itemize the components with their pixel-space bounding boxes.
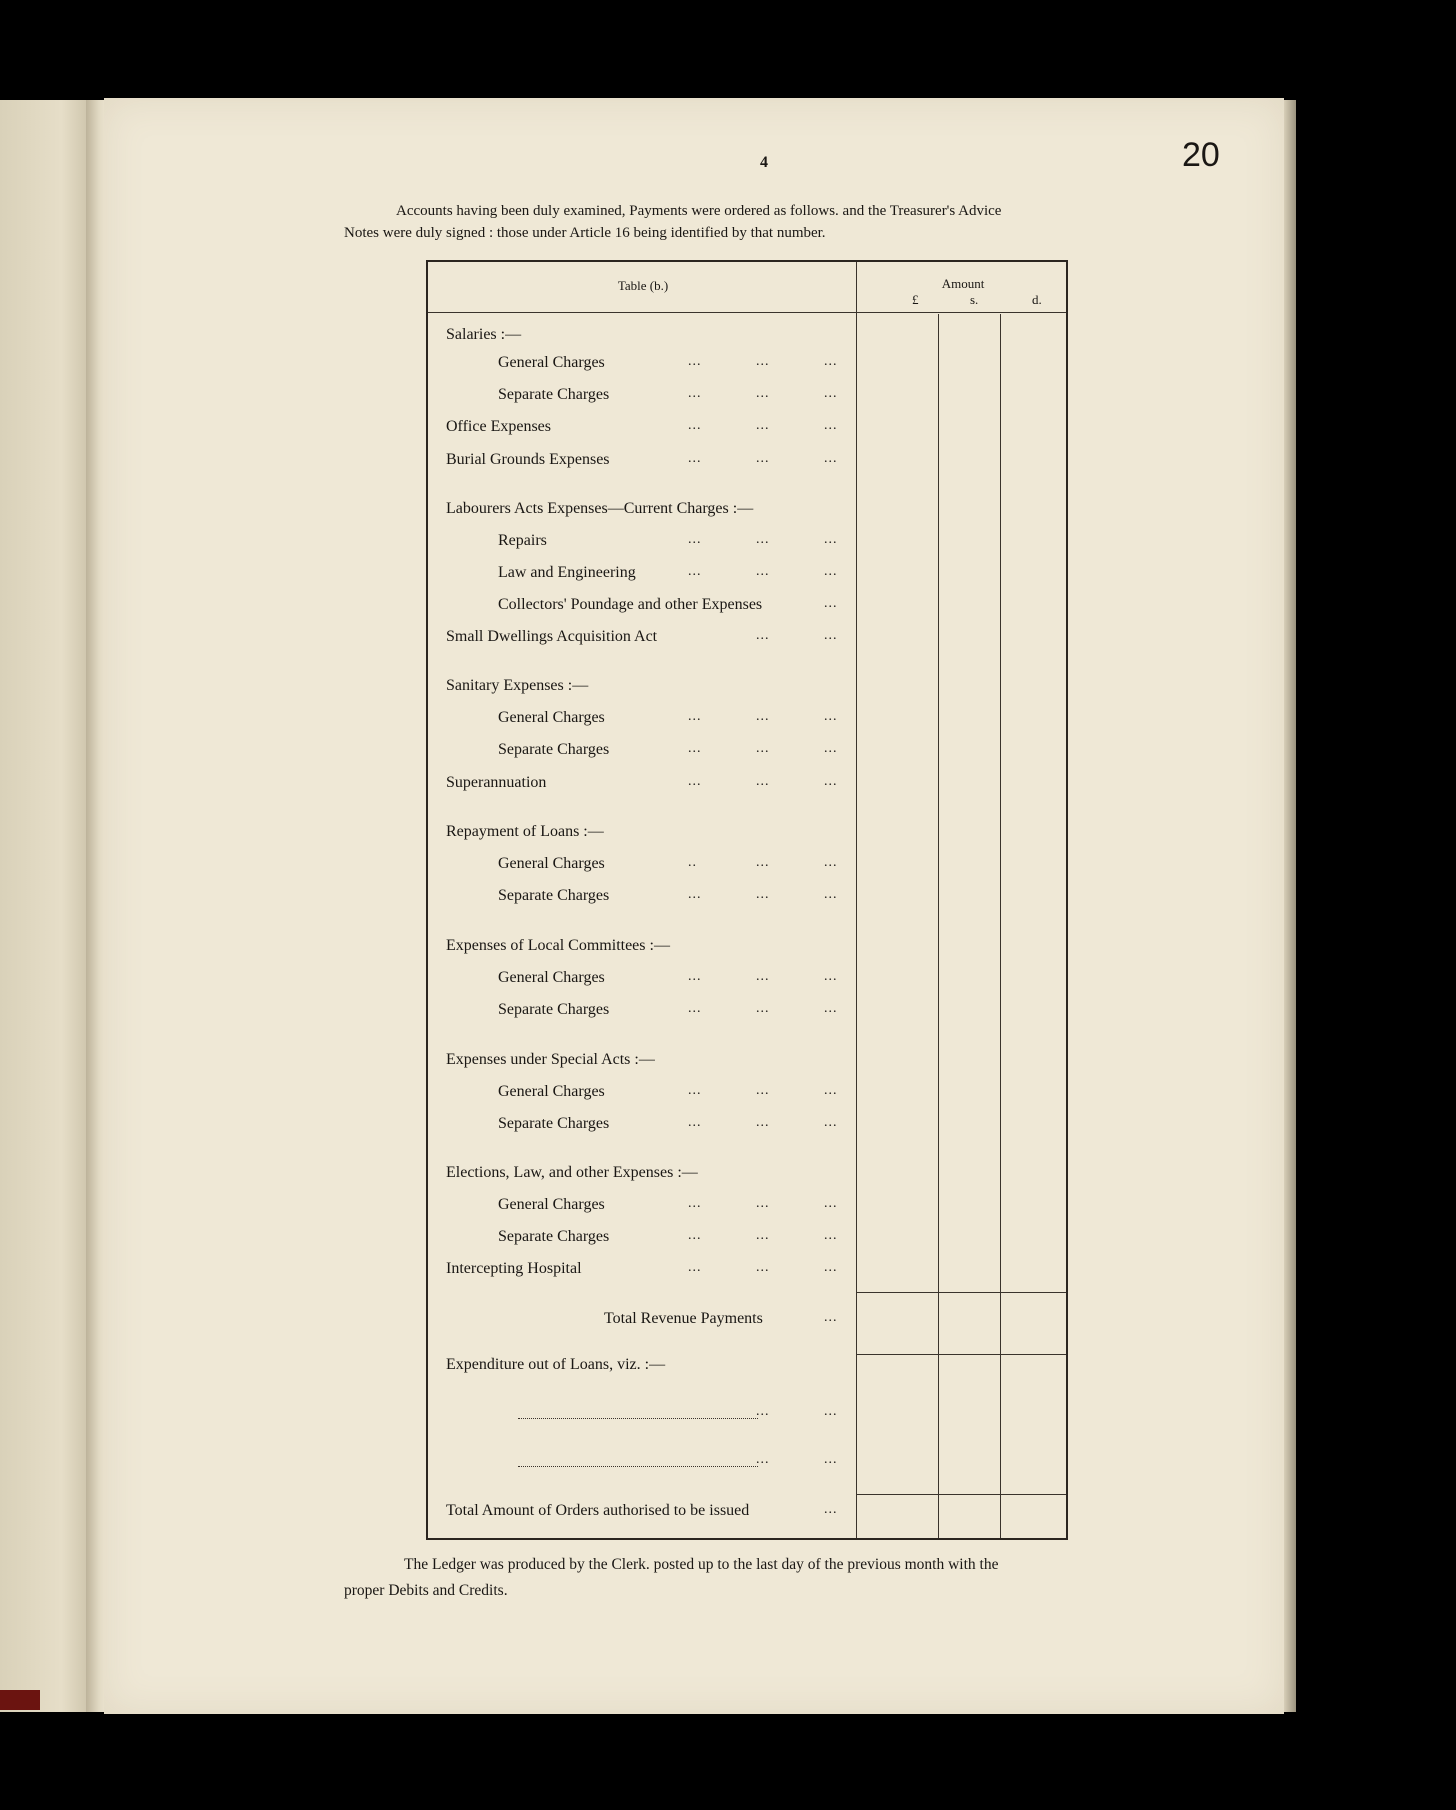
total-revenue-bottom-rule [856, 1354, 1066, 1355]
left-page [0, 100, 88, 1712]
table-row [428, 451, 858, 475]
row-dots: ... [824, 1404, 838, 1419]
table-row [428, 628, 858, 652]
row-dots: ... [824, 564, 838, 579]
row-label: Separate Charges [498, 887, 610, 904]
row-label: Law and Engineering [498, 564, 636, 581]
row-dots: ... [824, 741, 838, 756]
loans-blank-line-1 [428, 1404, 858, 1428]
row-dots: ... [756, 1452, 770, 1467]
table-row [428, 1260, 858, 1284]
row-dots: ... [756, 1404, 770, 1419]
intro-line-1: Accounts having been duly examined, Payments were ordered as follows. and the Treasurer's Advice [396, 203, 1002, 219]
row-dots: ... [756, 709, 770, 724]
row-label: General Charges [498, 354, 605, 371]
row-dots: ... [756, 628, 770, 643]
row-dots: ... [688, 564, 702, 579]
row-dots: ... [824, 1260, 838, 1275]
row-label: Repayment of Loans :— [446, 823, 604, 840]
table-row [428, 741, 858, 765]
total-revenue-row [428, 1310, 858, 1334]
row-label: Expenses of Local Committees :— [446, 937, 670, 954]
table-row [428, 855, 858, 879]
table-row [428, 1196, 858, 1220]
row-label: Separate Charges [498, 1228, 610, 1245]
row-dots: ... [756, 418, 770, 433]
table-row [428, 418, 858, 442]
row-label: Repairs [498, 532, 547, 549]
table-row [428, 386, 858, 410]
row-dots: ... [756, 564, 770, 579]
table-row [428, 823, 858, 847]
row-dots: .. [688, 855, 697, 870]
row-dots: ... [824, 1452, 838, 1467]
row-dots: ... [688, 969, 702, 984]
row-dots: ... [824, 386, 838, 401]
table-row [428, 969, 858, 993]
row-dots: ... [688, 386, 702, 401]
row-label: Separate Charges [498, 1001, 610, 1018]
row-label: Small Dwellings Acquisition Act [446, 628, 658, 645]
table-row [428, 937, 858, 961]
total-revenue-dots: ... [824, 1310, 838, 1325]
row-label: Collectors' Poundage and other Expenses [498, 596, 763, 613]
table-row [428, 1164, 858, 1188]
row-dots: ... [824, 1083, 838, 1098]
row-dots: ... [824, 596, 838, 611]
row-dots: ... [756, 969, 770, 984]
row-dots: ... [824, 969, 838, 984]
row-dots: ... [688, 709, 702, 724]
row-label: Office Expenses [446, 418, 551, 435]
row-label: Burial Grounds Expenses [446, 451, 610, 468]
row-label: Labourers Acts Expenses—Current Charges :— [446, 500, 754, 517]
left-page-edge [0, 1690, 40, 1710]
pounds-header: £ [912, 292, 919, 307]
row-label: General Charges [498, 1083, 605, 1100]
row-dots: ... [756, 532, 770, 547]
row-dots: ... [756, 354, 770, 369]
row-dots: ... [756, 741, 770, 756]
payments-table [426, 260, 1068, 1540]
row-dots: ... [756, 887, 770, 902]
total-orders-dots: ... [824, 1502, 838, 1517]
row-dots: ... [824, 1228, 838, 1243]
row-dots: ... [688, 354, 702, 369]
table-row [428, 532, 858, 556]
total-revenue-top-rule [856, 1292, 1066, 1293]
row-dots: ... [824, 1196, 838, 1211]
page-number: 4 [760, 154, 768, 171]
row-dots: ... [756, 1260, 770, 1275]
loans-row [428, 1356, 858, 1380]
row-label: General Charges [498, 969, 605, 986]
pence-header: d. [1032, 292, 1042, 307]
row-dots: ... [756, 451, 770, 466]
row-dots: ... [824, 532, 838, 547]
header-rule [428, 312, 1066, 313]
row-dots: ... [756, 1083, 770, 1098]
row-dots: ... [688, 1228, 702, 1243]
total-orders-label: Total Amount of Orders authorised to be issued [446, 1502, 750, 1519]
row-dots: ... [824, 354, 838, 369]
row-label: General Charges [498, 855, 605, 872]
loans-label: Expenditure out of Loans, viz. :— [446, 1356, 666, 1373]
row-dots: ... [756, 855, 770, 870]
row-dots: ... [824, 628, 838, 643]
row-dots: ... [688, 1001, 702, 1016]
row-label: Separate Charges [498, 741, 610, 758]
blank-entry-line [518, 1418, 758, 1419]
table-row [428, 354, 858, 378]
row-dots: ... [824, 774, 838, 789]
row-label: Superannuation [446, 774, 547, 791]
row-label: Elections, Law, and other Expenses :— [446, 1164, 698, 1181]
table-row [428, 709, 858, 733]
row-label: Sanitary Expenses :— [446, 677, 589, 694]
table-row [428, 774, 858, 798]
row-dots: ... [756, 774, 770, 789]
row-dots: ... [756, 386, 770, 401]
intro-paragraph [344, 200, 1264, 244]
table-row [428, 564, 858, 588]
row-dots: ... [756, 1001, 770, 1016]
table-row [428, 326, 858, 350]
amount-header: Amount [941, 276, 985, 291]
row-dots: ... [824, 709, 838, 724]
table-row [428, 500, 858, 524]
row-dots: ... [688, 1115, 702, 1130]
row-dots: ... [688, 451, 702, 466]
row-dots: ... [756, 1228, 770, 1243]
folio-number: 20 [1182, 136, 1220, 174]
row-label: General Charges [498, 709, 605, 726]
row-label: Separate Charges [498, 386, 610, 403]
row-dots: ... [824, 855, 838, 870]
table-row [428, 1228, 858, 1252]
row-dots: ... [824, 451, 838, 466]
footer-line-2: proper Debits and Credits. [344, 1582, 508, 1599]
row-label: Intercepting Hospital [446, 1260, 582, 1277]
table-row [428, 887, 858, 911]
total-orders-row [428, 1502, 858, 1526]
row-dots: ... [688, 1083, 702, 1098]
row-label: Expenses under Special Acts :— [446, 1051, 655, 1068]
row-dots: ... [824, 418, 838, 433]
total-revenue-label: Total Revenue Payments [604, 1310, 763, 1327]
table-row [428, 1083, 858, 1107]
total-orders-top-rule [856, 1494, 1066, 1495]
blank-entry-line [518, 1466, 758, 1467]
table-row [428, 1001, 858, 1025]
intro-line-2: Notes were duly signed : those under Article 16 being identified by that number. [344, 225, 826, 241]
table-row [428, 596, 858, 620]
row-dots: ... [688, 1196, 702, 1211]
row-label: General Charges [498, 1196, 605, 1213]
table-row [428, 677, 858, 701]
row-dots: ... [756, 1115, 770, 1130]
table-row [428, 1051, 858, 1075]
row-dots: ... [688, 532, 702, 547]
table-title: Table (b.) [617, 278, 669, 293]
row-dots: ... [756, 1196, 770, 1211]
footer-line-1: The Ledger was produced by the Clerk. posted up to the last day of the previous month with the [404, 1556, 999, 1573]
row-label: Separate Charges [498, 1115, 610, 1132]
footer-paragraph [344, 1552, 1264, 1604]
row-label: Salaries :— [446, 326, 522, 343]
document-page [104, 98, 1284, 1714]
row-dots: ... [688, 1260, 702, 1275]
row-dots: ... [824, 1115, 838, 1130]
loans-blank-line-2 [428, 1452, 858, 1476]
table-row [428, 1115, 858, 1139]
row-dots: ... [824, 887, 838, 902]
row-dots: ... [824, 1001, 838, 1016]
row-dots: ... [688, 887, 702, 902]
row-dots: ... [688, 741, 702, 756]
shillings-header: s. [970, 292, 979, 307]
page-edge [1284, 100, 1296, 1712]
row-dots: ... [688, 418, 702, 433]
row-dots: ... [688, 774, 702, 789]
